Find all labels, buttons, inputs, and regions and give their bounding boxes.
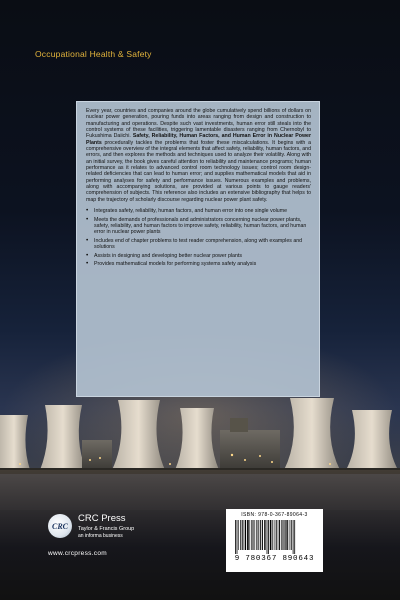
barcode-bar [236,520,237,554]
barcode-bar [288,520,289,550]
barcode-bar [249,520,250,550]
description-part-2: procedurally tackles the problems that foster these miscalculations. It begins with a comprehensive overview of the integral elements that affect safety, reliability, human factors, and errors, and then explores the methods and techniques used to analyze their volatility. Along with an initial survey, the book gives careful attention to reliability and maintenance programs; human performance as it relates to advanced control room technology issues; control room design-related deficiencies that can lead to human error; and supplies mathematical models that aid in performing analyses for safety and performance issues. Numerous examples and problems, along with accompanying solutions, are provided at various points to gauge readers' comprehension of subjects. This reference also includes an extensive bibliography that helps to map the trajectory of scholarly discourse regarding nuclear power plant safety. [86,139,311,203]
barcode-bar [264,520,265,550]
barcode-bar [240,520,241,550]
cooling-tower [112,400,165,470]
cooling-tower [175,408,219,470]
isbn-number: ISBN: 978-0-367-89064-3 [241,512,308,518]
feature-item: • Meets the demands of professionals and administrators concerning nuclear power plants, safety, reliability, and human factors to improve safety, reliability, human factors, and human error in nuclear power plants [86,217,311,236]
barcode-bar [272,520,273,550]
feature-item: • Includes end of chapter problems to test reader comprehension, along with examples and solutions [86,238,311,251]
barcode-bar [282,520,283,550]
book-title-inline: Safety, Reliability, Human Factors, and Human Error in Nuclear Power Plants [86,133,311,146]
category-label: Occupational Health & Safety [35,49,152,59]
barcode-bar [254,520,255,550]
crc-press-logo: CRC [48,514,72,538]
book-description [86,108,311,203]
publisher-name: CRC Press [78,513,126,524]
cooling-tower [0,415,30,470]
barcode-bar [247,520,249,550]
plant-building [82,440,112,470]
barcode-bar [277,520,278,550]
feature-list [86,208,311,268]
feature-item: • Provides mathematical models for performing systems safety analysis [86,261,311,267]
barcode-bar [281,520,282,550]
barcode-bar [279,520,280,550]
barcode-bar [269,520,271,550]
barcode-bar [235,520,236,554]
barcode-bar [242,520,243,550]
barcode-bars [233,520,317,554]
publisher-group: Taylor & Francis Group [78,526,135,532]
barcode-bar [252,520,253,550]
barcode-bar [286,520,287,550]
cooling-tower [346,410,398,470]
barcode-bar [259,520,260,550]
barcode-bar [294,520,295,554]
barcode-bar [275,520,276,550]
isbn-barcode [226,509,323,572]
barcode-bar [268,520,269,554]
barcode-bar [273,520,274,550]
barcode-bar [261,520,262,550]
barcode-bar [290,520,291,550]
barcode-digits: 9 780367 890643 [234,555,315,563]
description-part-1: Every year, countries and companies around the globe cumulatively spend billions of dollars on nuclear power generation, pouring funds into areas ranging from design and construction to manufacturing and operations. Despite such vast investments, human error still steals into the control systems of these facilities, triggering lamentable disasters ranging from Chernobyl to Fukushima Daiichi. [86,108,311,140]
feature-item: • Integrates safety, reliability, human factors, and human error into one single volume [86,208,311,214]
plant-building [220,430,280,470]
cooling-tower [40,405,86,470]
publisher-website: www.crcpress.com [48,550,107,557]
barcode-bar [284,520,285,550]
barcode-bar [238,520,239,550]
barcode-bar [251,520,252,550]
barcode-bar [292,520,293,554]
feature-item: • Assists in designing and developing better nuclear power plants [86,253,311,259]
barcode-bar [258,520,259,550]
barcode-bar [244,520,245,550]
cooling-tower [284,398,340,470]
plant-building [230,418,248,432]
publisher-parent: an informa business [78,533,123,539]
description-panel [76,101,320,397]
barcode-bar [256,520,257,550]
barcode-bar [266,520,267,554]
